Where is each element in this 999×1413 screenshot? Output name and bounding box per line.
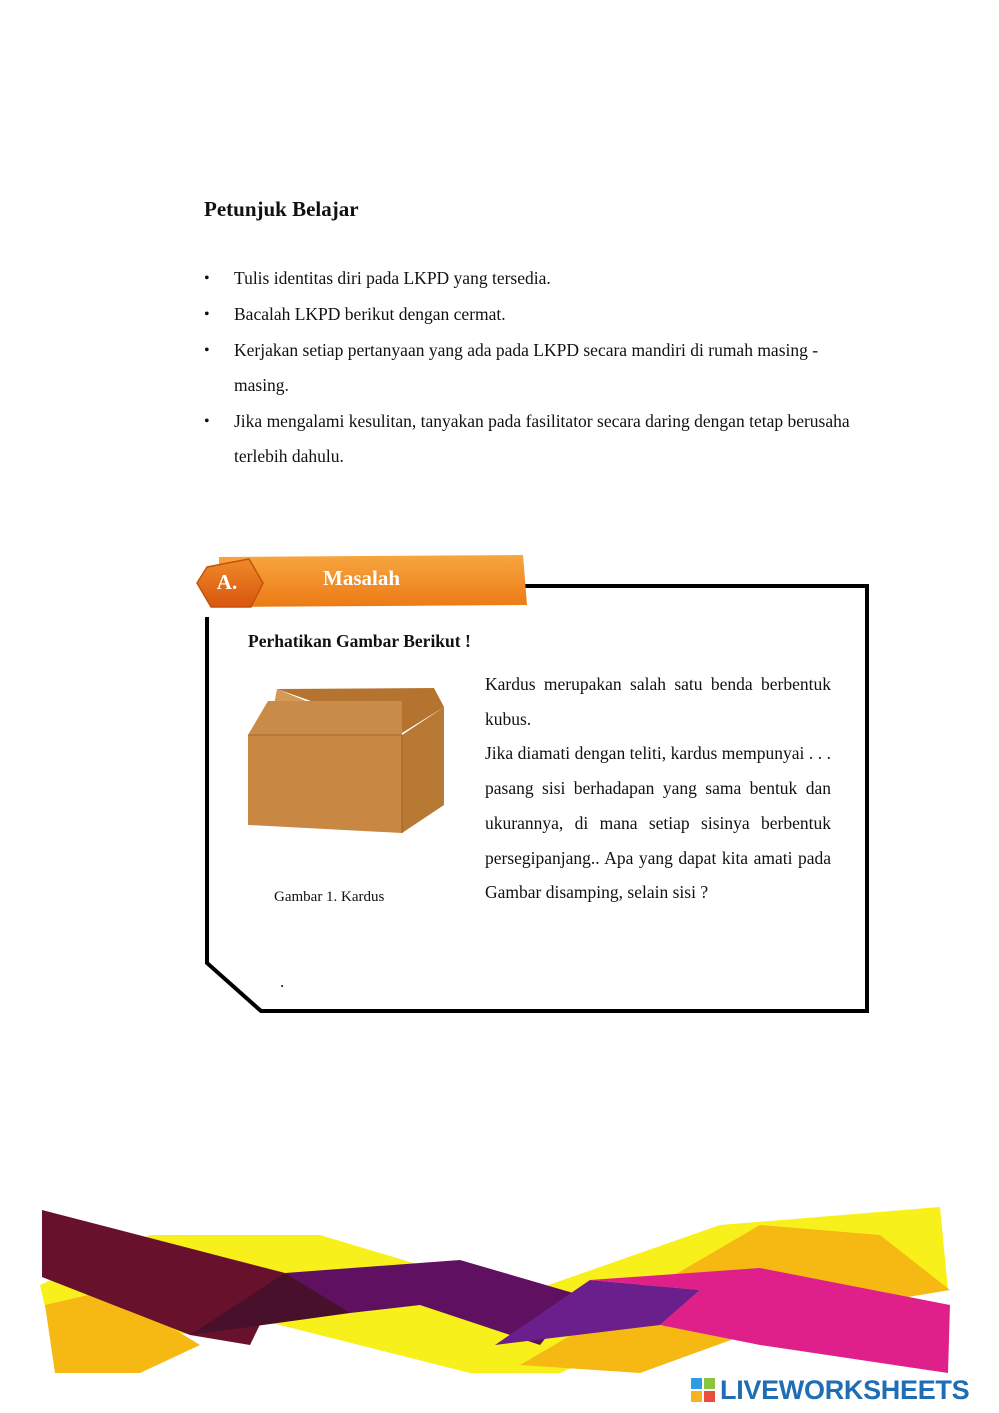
problem-text	[485, 667, 831, 910]
bullet-icon: •	[204, 270, 210, 287]
instruction-list	[204, 261, 854, 475]
trailing-mark: .	[280, 972, 285, 991]
liveworksheets-icon	[690, 1377, 716, 1403]
bullet-icon: •	[204, 342, 210, 359]
decorative-ribbon	[0, 1195, 999, 1385]
brand-name: LIVEWORKSHEETS	[720, 1374, 970, 1405]
instruction-text: Bacalah LKPD berikut dengan cermat.	[234, 304, 506, 324]
list-item	[204, 297, 854, 332]
instruction-text: Kerjakan setiap pertanyaan yang ada pada LKPD secara mandiri di rumah masing - masing.	[234, 340, 819, 395]
list-item	[204, 333, 854, 403]
bullet-icon: •	[204, 413, 210, 430]
paragraph: Kardus merupakan salah satu benda berbentuk kubus.	[485, 674, 831, 729]
image-caption: Gambar 1. Kardus	[274, 889, 385, 905]
list-item	[204, 261, 854, 296]
instruction-text: Jika mengalami kesulitan, tanyakan pada fasilitator secara daring dengan tetap berusaha terlebih dahulu.	[234, 411, 850, 466]
page-title: Petunjuk Belajar	[204, 197, 359, 221]
paragraph: Jika diamati dengan teliti, kardus mempunyai . . . pasang sisi berhadapan yang sama bentuk dan ukurannya, di mana setiap sisinya berbentuk persegipanjang.. Apa yang dapat kita amati pada Gambar disamping, selain sisi ?	[485, 743, 831, 903]
liveworksheets-logo[interactable]	[690, 1374, 969, 1406]
section-title: Masalah	[323, 566, 401, 590]
cardboard-box-image	[244, 683, 449, 838]
subheading: Perhatikan Gambar Berikut !	[248, 631, 471, 651]
instruction-text: Tulis identitas diri pada LKPD yang tersedia.	[234, 268, 551, 288]
section-letter: A.	[216, 570, 238, 594]
bullet-icon: •	[204, 306, 210, 323]
list-item	[204, 404, 854, 474]
